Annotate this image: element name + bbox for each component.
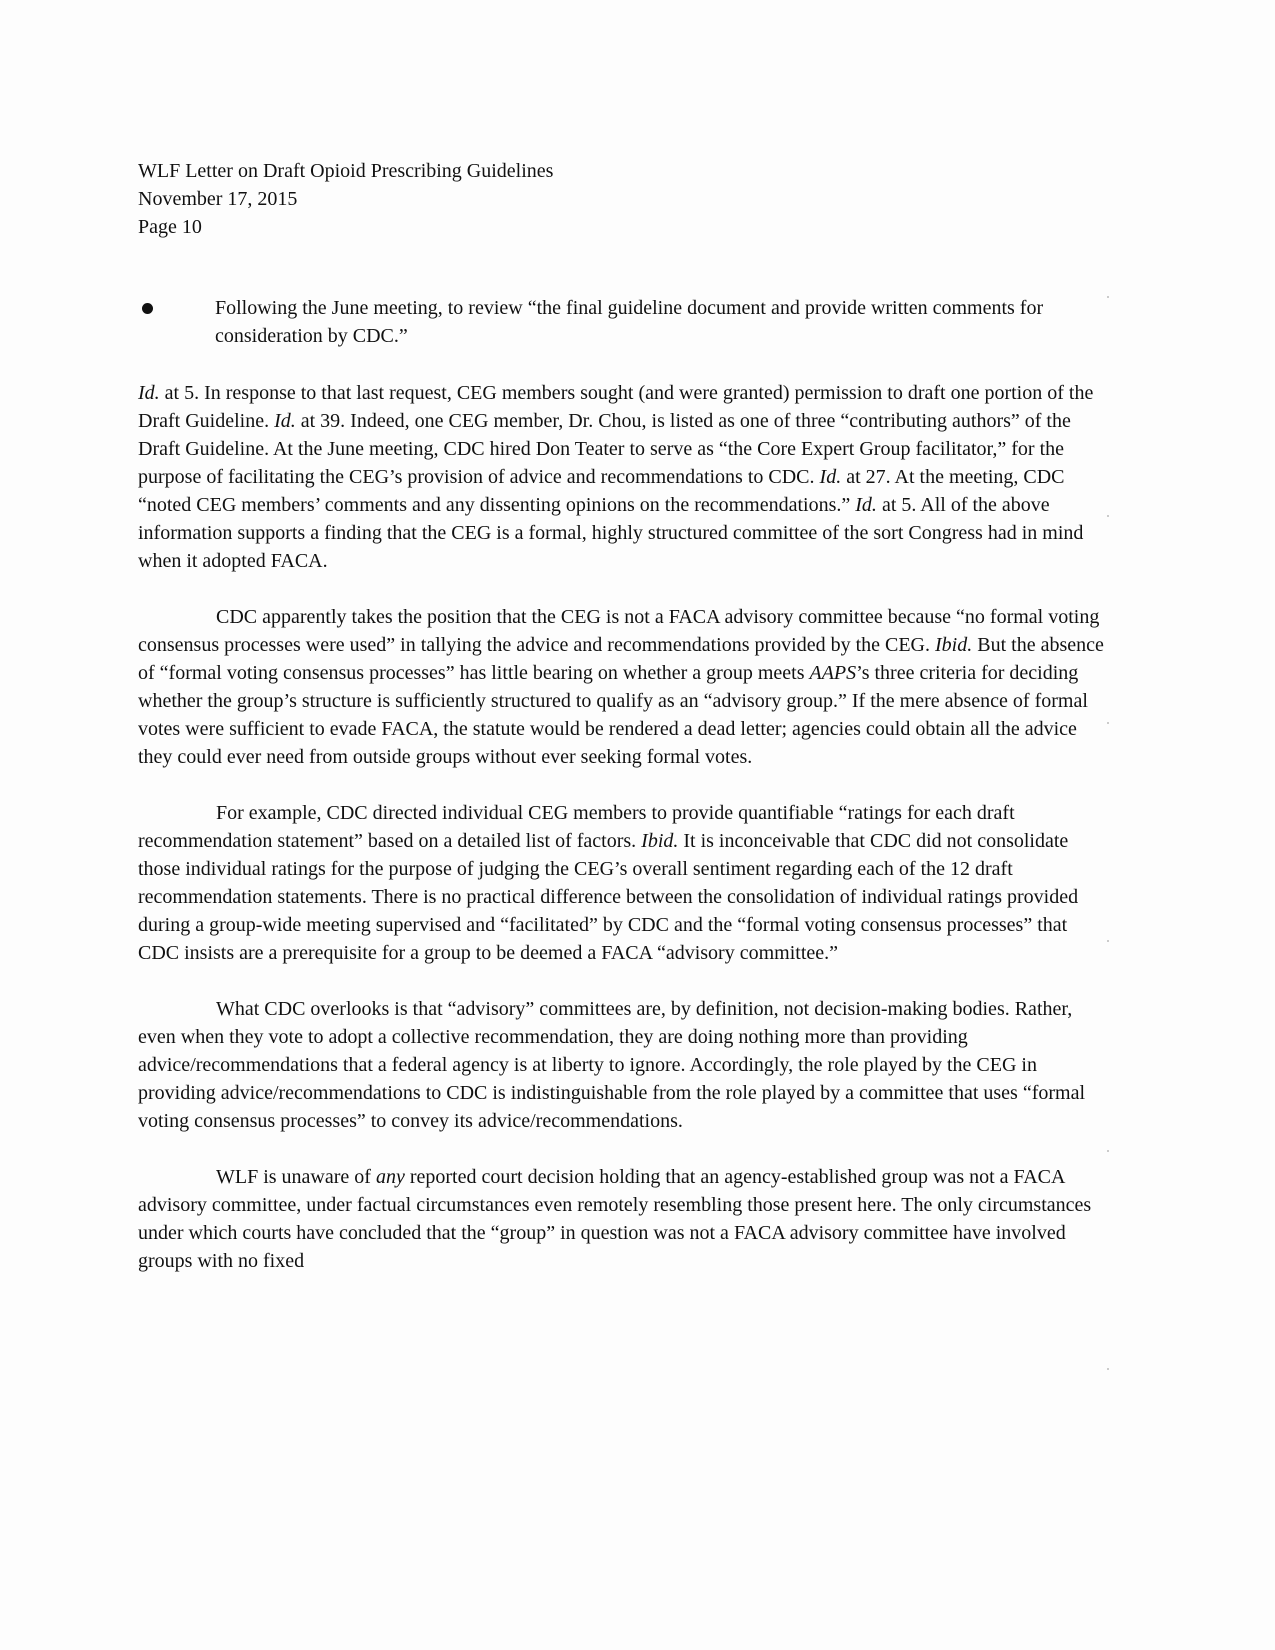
paragraph-text: at 27. At the meeting, CDC “noted CEG members’ comments and any dissenting opinions on the recommendations.” bbox=[138, 466, 1065, 516]
bullet-dot-icon bbox=[142, 303, 153, 314]
scan-speck bbox=[1107, 515, 1109, 517]
paragraph-text: But the absence of “formal voting consensus processes” has little bearing on whether a group meets bbox=[138, 634, 1104, 684]
bullet-item bbox=[138, 294, 1113, 350]
paragraph-1 bbox=[138, 379, 1113, 575]
paragraph-text: at 5. In response to that last request, CEG members sought (and were granted) permission to draft one portion of the Draft Guideline. bbox=[138, 382, 1094, 432]
emphasis-any: any bbox=[375, 1166, 405, 1188]
letter-body bbox=[138, 294, 1113, 1303]
citation-id: Id. bbox=[819, 466, 842, 488]
letter-header bbox=[138, 157, 1038, 241]
paragraph-text: It is inconceivable that CDC did not consolidate those individual ratings for the purpose of judging the CEG’s overall sentiment regarding each of the 12 draft recommendation statements. There is no practical difference between the consolidation of individual ratings provided during a group-wide meeting supervised and “facilitated” by CDC and the “formal voting consensus processes” that CDC insists are a prerequisite for a group to be deemed a FACA “advisory committee.” bbox=[138, 830, 1079, 964]
paragraph-4 bbox=[138, 995, 1113, 1135]
paragraph-text: CDC apparently takes the position that the CEG is not a FACA advisory committee because “no formal voting consensus processes were used” in tallying the advice and recommendations provided by the CEG. bbox=[138, 606, 1100, 656]
header-title: WLF Letter on Draft Opioid Prescribing Guidelines bbox=[138, 160, 554, 182]
paragraph-text: What CDC overlooks is that “advisory” committees are, by definition, not decision-making bodies. Rather, even when they vote to adopt a collective recommendation, they are doing nothing more than providing advice/recommendations that a federal agency is at liberty to ignore. Accordingly, the role played by the CEG in providing advice/recommendations to CDC is indistinguishable from the role played by a committee that uses “formal voting consensus processes” to convey its advice/recommendations. bbox=[138, 998, 1086, 1132]
paragraph-2 bbox=[138, 603, 1113, 771]
scan-speck bbox=[1107, 1368, 1109, 1370]
header-page-number: Page 10 bbox=[138, 216, 202, 238]
citation-ibid: Ibid. bbox=[935, 634, 973, 656]
case-name-aaps: AAPS bbox=[809, 662, 857, 684]
scan-speck bbox=[1107, 1150, 1109, 1152]
citation-id: Id. bbox=[138, 382, 160, 404]
scan-speck bbox=[1107, 722, 1109, 724]
paragraph-5 bbox=[138, 1163, 1113, 1275]
paragraph-text: ’s three criteria for deciding whether the group’s structure is sufficiently structured to qualify as an “advisory group.” If the mere absence of formal votes were sufficient to evade FACA, the statute would be rendered a dead letter; agencies could obtain all the advice they could ever need from outside groups without ever seeking formal votes. bbox=[138, 662, 1088, 768]
citation-id: Id. bbox=[274, 410, 296, 432]
bullet-text: Following the June meeting, to review “the final guideline document and provide written comments for consideration by CDC.” bbox=[215, 297, 1044, 347]
paragraph-text: at 5. All of the above information supports a finding that the CEG is a formal, highly structured committee of the sort Congress had in mind when it adopted FACA. bbox=[138, 494, 1084, 572]
paragraph-text: reported court decision holding that an agency-established group was not a FACA advisory committee, under factual circumstances even remotely resembling those present here. The only circumstances under which courts have concluded that the “group” in question was not a FACA advisory committee have involved groups with no fixed bbox=[138, 1166, 1092, 1272]
scan-speck bbox=[1107, 940, 1109, 942]
paragraph-3 bbox=[138, 799, 1113, 967]
scan-speck bbox=[1107, 296, 1109, 298]
paragraph-text: at 39. Indeed, one CEG member, Dr. Chou, is listed as one of three “contributing authors” of the Draft Guideline. At the June meeting, CDC hired Don Teater to serve as “the Core Expert Group facilitator,” for the purpose of facilitating the CEG’s provision of advice and recommendations to CDC. bbox=[138, 410, 1071, 488]
paragraph-text: For example, CDC directed individual CEG members to provide quantifiable “ratings for each draft recommendation statement” based on a detailed list of factors. bbox=[138, 802, 1015, 852]
header-date: November 17, 2015 bbox=[138, 188, 298, 210]
citation-ibid: Ibid. bbox=[641, 830, 679, 852]
paragraph-text: WLF is unaware of bbox=[216, 1166, 376, 1188]
citation-id: Id. bbox=[855, 494, 877, 516]
